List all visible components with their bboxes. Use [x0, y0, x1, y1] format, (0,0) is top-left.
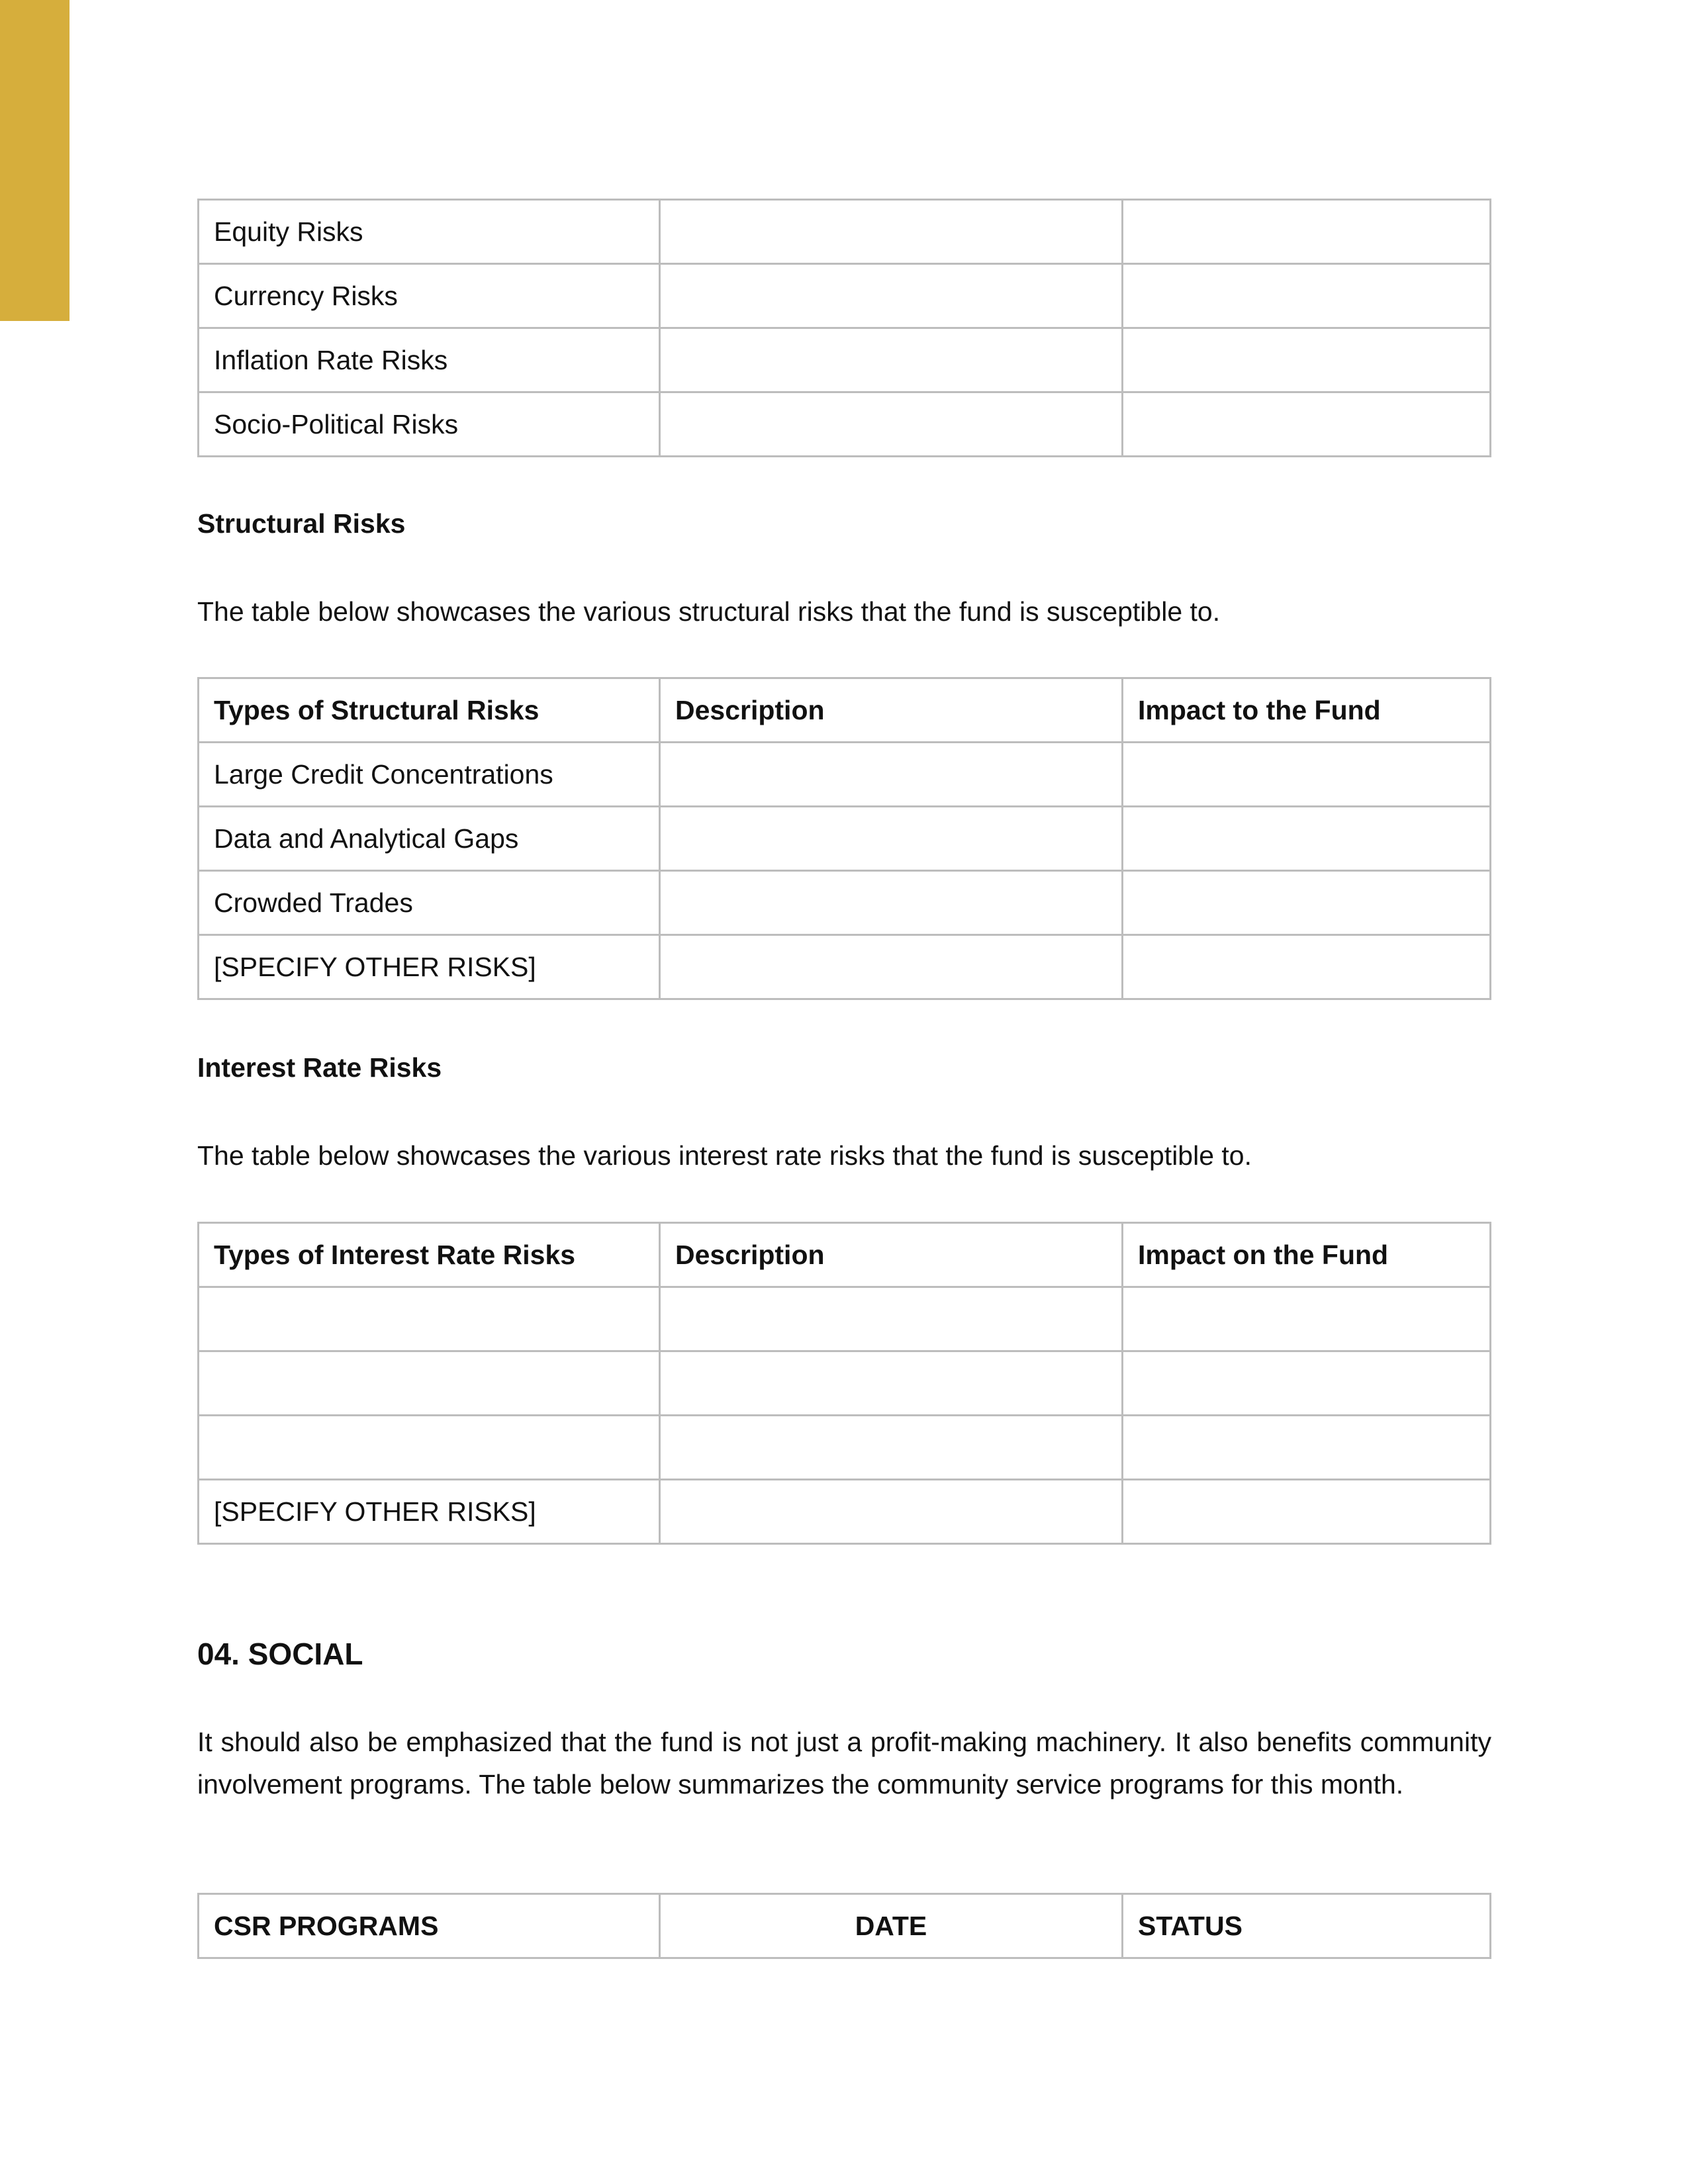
- table-row: [199, 807, 1491, 871]
- table-cell: Socio-Political Risks: [199, 392, 660, 457]
- table-header-row: [199, 678, 1491, 743]
- table-header-row: [199, 1223, 1491, 1287]
- table-cell: [660, 328, 1123, 392]
- table-cell: [1123, 807, 1491, 871]
- table-header-row: [199, 1894, 1491, 1958]
- table-cell: [660, 935, 1123, 999]
- table-cell: [1123, 871, 1491, 935]
- table-cell: Large Credit Concentrations: [199, 743, 660, 807]
- table-cell: [199, 1351, 660, 1416]
- structural-risks-intro: The table below showcases the various structural risks that the fund is susceptible to.: [197, 596, 1221, 627]
- table-cell: [660, 200, 1123, 264]
- social-paragraph: It should also be emphasized that the fund is not just a profit-making machinery. It also benefits community involvement programs. The table below summarizes the community service programs for this month.: [197, 1727, 1491, 1799]
- column-header: DATE: [660, 1894, 1123, 1958]
- table-cell: [660, 264, 1123, 328]
- table-cell: [1123, 1416, 1491, 1480]
- column-header: Impact on the Fund: [1123, 1223, 1491, 1287]
- table-cell: [660, 807, 1123, 871]
- table-cell: [SPECIFY OTHER RISKS]: [199, 1480, 660, 1544]
- table-cell: [1123, 1351, 1491, 1416]
- table-row: [199, 743, 1491, 807]
- column-header: CSR PROGRAMS: [199, 1894, 660, 1958]
- table-cell: [660, 1480, 1123, 1544]
- table-cell: Equity Risks: [199, 200, 660, 264]
- table-cell: [1123, 200, 1491, 264]
- market-risks-table: [197, 199, 1491, 457]
- table-cell: Currency Risks: [199, 264, 660, 328]
- table-row: [199, 871, 1491, 935]
- csr-programs-table: [197, 1893, 1491, 1959]
- table-cell: [660, 871, 1123, 935]
- interest-rate-risks-table: [197, 1222, 1491, 1545]
- column-header: Impact to the Fund: [1123, 678, 1491, 743]
- table-row: [199, 200, 1491, 264]
- accent-bar: [0, 0, 70, 321]
- table-cell: [1123, 935, 1491, 999]
- table-row: [199, 1480, 1491, 1544]
- table-cell: [SPECIFY OTHER RISKS]: [199, 935, 660, 999]
- interest-rate-risks-intro: The table below showcases the various interest rate risks that the fund is susceptible to.: [197, 1140, 1252, 1171]
- table-cell: [1123, 392, 1491, 457]
- table-cell: Data and Analytical Gaps: [199, 807, 660, 871]
- table-cell: [1123, 1287, 1491, 1351]
- structural-risks-table: [197, 677, 1491, 1000]
- table-cell: [1123, 328, 1491, 392]
- social-section-title: 04. SOCIAL: [197, 1637, 363, 1671]
- table-row: [199, 328, 1491, 392]
- column-header: Types of Interest Rate Risks: [199, 1223, 660, 1287]
- column-header: Types of Structural Risks: [199, 678, 660, 743]
- table-cell: [1123, 264, 1491, 328]
- table-cell: [660, 392, 1123, 457]
- interest-rate-risks-heading: Interest Rate Risks: [197, 1052, 442, 1083]
- table-row: [199, 935, 1491, 999]
- column-header: Description: [660, 678, 1123, 743]
- table-cell: [199, 1416, 660, 1480]
- table-cell: [1123, 743, 1491, 807]
- table-row: [199, 1351, 1491, 1416]
- column-header: Description: [660, 1223, 1123, 1287]
- table-cell: [660, 743, 1123, 807]
- table-row: [199, 1416, 1491, 1480]
- table-cell: [660, 1351, 1123, 1416]
- table-row: [199, 392, 1491, 457]
- table-cell: [660, 1287, 1123, 1351]
- table-cell: Inflation Rate Risks: [199, 328, 660, 392]
- structural-risks-heading: Structural Risks: [197, 508, 406, 539]
- table-cell: [1123, 1480, 1491, 1544]
- column-header: STATUS: [1123, 1894, 1491, 1958]
- table-row: [199, 1287, 1491, 1351]
- table-row: [199, 264, 1491, 328]
- table-cell: [199, 1287, 660, 1351]
- table-cell: [660, 1416, 1123, 1480]
- table-cell: Crowded Trades: [199, 871, 660, 935]
